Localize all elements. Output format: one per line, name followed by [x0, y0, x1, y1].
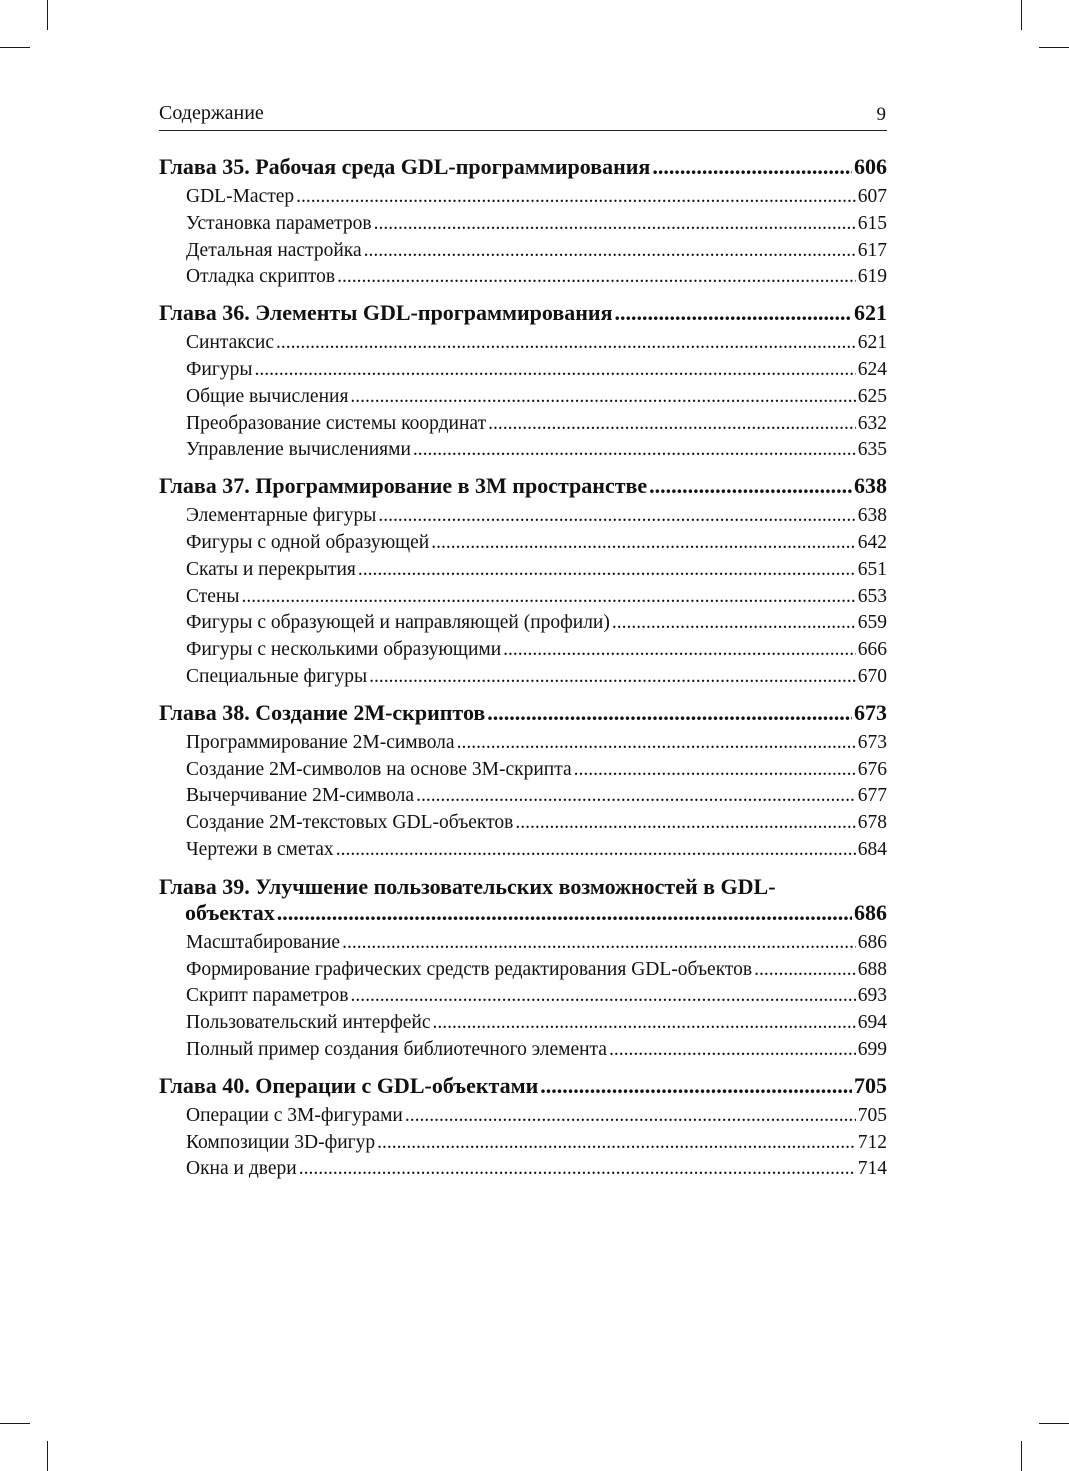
toc-entry-page-number: 651: [857, 558, 887, 580]
toc-chapter-row-label: объектах: [185, 899, 275, 925]
toc-entry-label: Детальная настройка: [186, 239, 362, 261]
toc-chapter-row[interactable]: [159, 154, 887, 180]
dot-leader: [574, 757, 856, 784]
dot-leader: [350, 384, 855, 411]
dot-leader: [299, 1156, 856, 1183]
toc-entry[interactable]: [159, 637, 887, 664]
toc-chapter-row-label: Глава 40. Операции с GDL-объектами: [159, 1072, 539, 1098]
dot-leader: [377, 1130, 856, 1157]
toc-entry-label: Управление вычислениями: [186, 439, 411, 461]
toc-entry[interactable]: [159, 730, 887, 757]
toc-entry-page-number: 693: [857, 985, 887, 1007]
crop-mark: [47, 1441, 48, 1471]
dot-leader: [254, 357, 855, 384]
toc-entry[interactable]: [159, 411, 887, 438]
toc-entry-page-number: 617: [857, 239, 887, 261]
crop-mark: [1039, 1423, 1069, 1424]
page-number: 9: [876, 104, 886, 125]
dot-leader: [649, 473, 852, 499]
toc-entry[interactable]: [159, 264, 887, 291]
dot-leader: [241, 584, 855, 611]
toc-chapter: [159, 873, 887, 1064]
toc-entry-label: Фигуры с одной образующей: [186, 531, 430, 553]
dot-leader: [431, 530, 856, 557]
toc-chapter-row[interactable]: [159, 300, 887, 326]
toc-chapter: [159, 700, 887, 864]
toc-chapter: [159, 300, 887, 464]
toc-entry-page-number: 688: [857, 958, 887, 980]
running-header-title: Содержание: [159, 102, 264, 124]
toc-entry-label: Вычерчивание 2М-символа: [186, 785, 415, 807]
toc-entry-page-number: 621: [857, 332, 887, 354]
dot-leader: [358, 557, 856, 584]
toc-entry-page-number: 705: [857, 1104, 887, 1126]
toc-entry-page-number: 625: [857, 385, 887, 407]
toc-entry-page-number: 635: [857, 439, 887, 461]
toc-entry-page-number: 676: [857, 758, 887, 780]
dot-leader: [487, 700, 852, 726]
toc-entry-page-number: 694: [857, 1012, 887, 1034]
dot-leader: [612, 610, 856, 637]
toc-entry-page-number: 659: [857, 612, 887, 634]
toc-entry-label: Создание 2М-текстовых GDL-объектов: [186, 812, 514, 834]
toc-entry[interactable]: [159, 757, 887, 784]
toc-entry-page-number: 670: [857, 665, 887, 687]
toc-entry-label: Масштабирование: [186, 931, 341, 953]
crop-mark: [1039, 47, 1069, 48]
toc-chapter-row-page-number: 686: [854, 899, 887, 925]
dot-leader: [609, 1037, 856, 1064]
toc-entry-label: Окна и двери: [186, 1158, 297, 1180]
toc-entry[interactable]: [159, 238, 887, 265]
toc-entry[interactable]: [159, 1103, 887, 1130]
toc-chapter-row-label: Глава 37. Программирование в 3М пространстве: [159, 473, 648, 499]
toc-entry-label: Полный пример создания библиотечного элемента: [186, 1038, 607, 1060]
toc-entry-label: Пользовательский интерфейс: [186, 1012, 431, 1034]
toc-entry-label: Фигуры с образующей и направляющей (профили): [186, 612, 610, 634]
dot-leader: [405, 1103, 856, 1130]
crop-mark: [1021, 1441, 1022, 1471]
dot-leader: [457, 730, 856, 757]
dot-leader: [433, 1010, 856, 1037]
toc-entry-label: Фигуры с несколькими образующими: [186, 639, 502, 661]
toc-entry-label: Специальные фигуры: [186, 665, 368, 687]
toc-entry-label: Чертежи в сметах: [186, 838, 334, 860]
toc-entry[interactable]: [159, 1130, 887, 1157]
toc-entry-label: Создание 2М-символов на основе 3М-скрипта: [186, 758, 572, 780]
toc-chapter-row[interactable]: [159, 900, 887, 926]
toc-entry-page-number: 684: [857, 838, 887, 860]
dot-leader: [378, 503, 855, 530]
toc-entry-page-number: 615: [857, 212, 887, 234]
toc-entry-page-number: 686: [857, 931, 887, 953]
toc-entry-label: Установка параметров: [186, 212, 372, 234]
dot-leader: [754, 957, 856, 984]
toc-entry-label: Стены: [186, 585, 240, 607]
toc-entry-page-number: 619: [857, 266, 887, 288]
toc-entry[interactable]: [159, 503, 887, 530]
toc-entry[interactable]: [159, 1010, 887, 1037]
crop-mark: [1021, 0, 1022, 30]
crop-mark: [0, 1423, 30, 1424]
table-of-contents: [159, 154, 887, 1183]
toc-entry-page-number: 699: [857, 1038, 887, 1060]
crop-mark: [47, 0, 48, 30]
toc-entry-label: Синтаксис: [186, 332, 275, 354]
toc-entry[interactable]: [159, 557, 887, 584]
dot-leader: [350, 983, 855, 1010]
toc-chapter-row-label: Глава 38. Создание 2М-скриптов: [159, 699, 486, 725]
toc-chapter-row-label: Глава 35. Рабочая среда GDL-программирования: [159, 154, 651, 179]
dot-leader: [652, 154, 852, 180]
toc-entry[interactable]: [159, 783, 887, 810]
toc-chapter: [159, 1073, 887, 1183]
toc-entry-page-number: 624: [857, 358, 887, 380]
toc-entry-page-number: 678: [857, 812, 887, 834]
toc-entry-label: Формирование графических средств редактирования GDL-объектов: [186, 958, 753, 980]
dot-leader: [342, 930, 856, 957]
dot-leader: [615, 300, 853, 326]
toc-entry[interactable]: [159, 330, 887, 357]
toc-entry-label: Элементарные фигуры: [186, 505, 377, 527]
toc-entry-label: Фигуры: [186, 358, 253, 380]
toc-entry-page-number: 677: [857, 785, 887, 807]
toc-entry-label: Композиции 3D-фигур: [186, 1131, 376, 1153]
toc-entry[interactable]: [159, 1156, 887, 1183]
dot-leader: [413, 437, 856, 464]
toc-entry-page-number: 638: [857, 505, 887, 527]
toc-chapter-row-page-number: 705: [854, 1072, 887, 1098]
toc-entry[interactable]: [159, 610, 887, 637]
toc-entry-page-number: 632: [857, 412, 887, 434]
dot-leader: [369, 664, 856, 691]
toc-chapter-row[interactable]: [159, 473, 887, 499]
dot-leader: [488, 411, 856, 438]
toc-entry[interactable]: [159, 437, 887, 464]
toc-entry-page-number: 714: [857, 1158, 887, 1180]
toc-chapter-row[interactable]: [159, 1073, 887, 1099]
toc-chapter-row-page-number: 673: [854, 699, 887, 725]
dot-leader: [416, 783, 856, 810]
dot-leader: [503, 637, 856, 664]
toc-entry[interactable]: [159, 957, 887, 984]
dot-leader: [540, 1073, 852, 1099]
dot-leader: [374, 211, 856, 238]
toc-entry-label: Отладка скриптов: [186, 266, 336, 288]
toc-entry[interactable]: [159, 664, 887, 691]
toc-entry[interactable]: [159, 384, 887, 411]
toc-chapter: [159, 154, 887, 291]
toc-chapter-row-page-number: 621: [854, 300, 887, 326]
toc-chapter-row-label: Глава 36. Элементы GDL-программирования: [159, 300, 613, 326]
toc-entry[interactable]: [159, 983, 887, 1010]
toc-entry-label: Программирование 2М-символа: [186, 731, 455, 753]
toc-entry-label: GDL-Мастер: [186, 186, 295, 207]
toc-chapter-row[interactable]: [159, 700, 887, 726]
toc-entry[interactable]: [159, 930, 887, 957]
dot-leader: [515, 810, 855, 837]
crop-mark: [0, 47, 30, 48]
toc-entry-page-number: 653: [857, 585, 887, 607]
dot-leader: [337, 264, 856, 291]
toc-entry[interactable]: [159, 357, 887, 384]
toc-entry-page-number: 712: [857, 1131, 887, 1153]
toc-entry-page-number: 666: [857, 639, 887, 661]
toc-entry-page-number: 642: [857, 531, 887, 553]
dot-leader: [336, 837, 856, 864]
toc-entry[interactable]: [159, 837, 887, 864]
dot-leader: [277, 900, 852, 926]
toc-entry-page-number: 673: [857, 731, 887, 753]
dot-leader: [364, 238, 856, 265]
toc-chapter: [159, 473, 887, 691]
dot-leader: [276, 330, 856, 357]
book-page: [159, 100, 887, 1192]
running-header: [159, 100, 887, 131]
toc-entry[interactable]: [159, 530, 887, 557]
dot-leader: [296, 184, 856, 211]
toc-chapter-row-page-number: 638: [854, 473, 887, 499]
toc-entry-label: Общие вычисления: [186, 385, 349, 407]
toc-entry[interactable]: [159, 810, 887, 837]
toc-entry-page-number: 607: [857, 186, 887, 207]
toc-entry[interactable]: [159, 1037, 887, 1064]
toc-entry-label: Скрипт параметров: [186, 985, 349, 1007]
toc-entry[interactable]: [159, 184, 887, 211]
toc-entry[interactable]: [159, 211, 887, 238]
toc-chapter-title[interactable]: Глава 39. Улучшение пользовательских возможностей в GDL-: [159, 873, 776, 899]
toc-chapter-row-page-number: 606: [854, 154, 887, 179]
toc-entry-label: Операции с 3М-фигурами: [186, 1104, 403, 1126]
toc-entry-label: Преобразование системы координат: [186, 412, 487, 434]
toc-entry[interactable]: [159, 584, 887, 611]
toc-entry-label: Скаты и перекрытия: [186, 558, 356, 580]
